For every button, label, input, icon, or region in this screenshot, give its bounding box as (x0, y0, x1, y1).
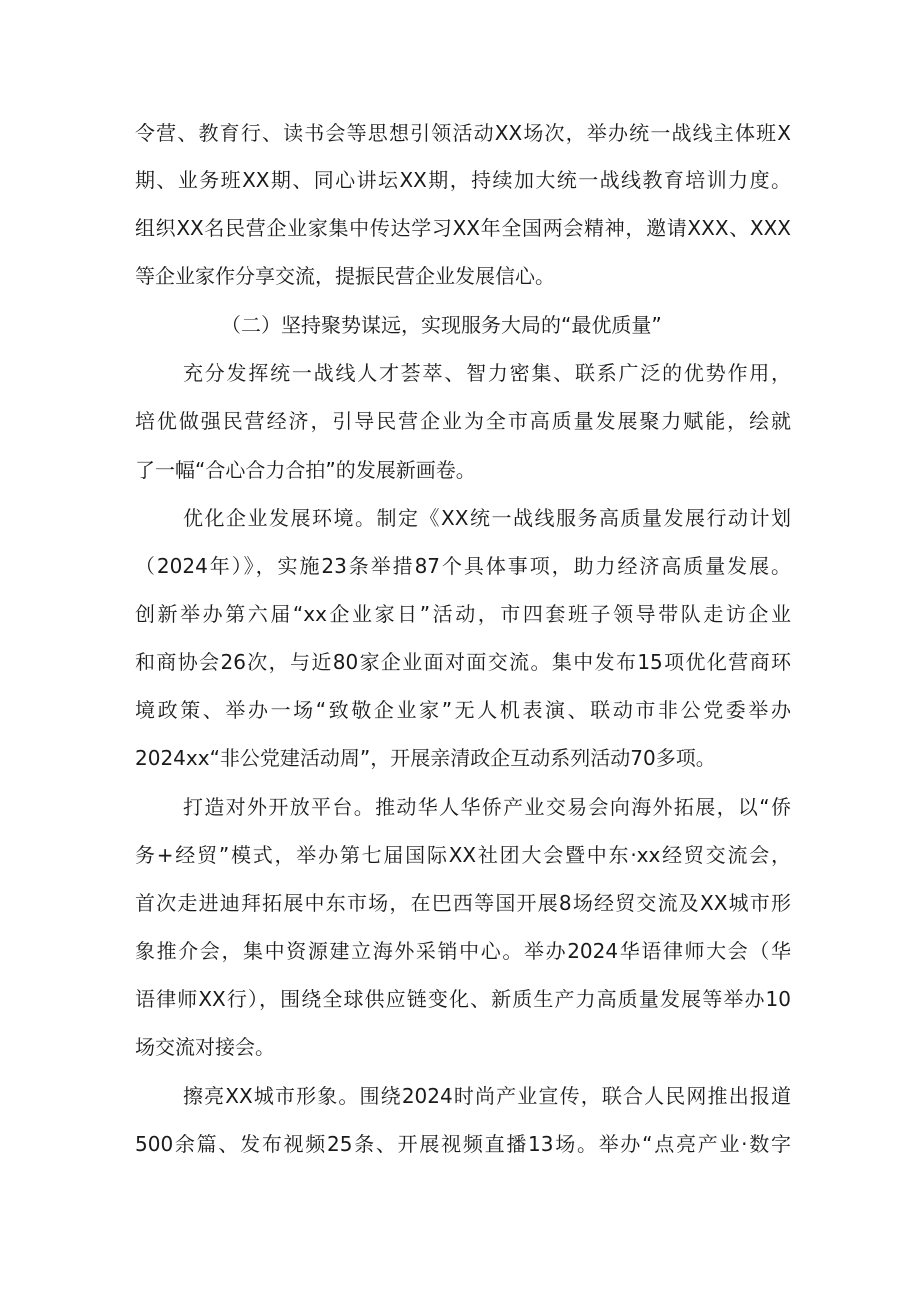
section-heading: （二）坚持聚势谋远，实现服务大局的“最优质量” (221, 313, 662, 337)
body-line: 等企业家作分享交流，提振民营企业发展信心。 (135, 264, 555, 288)
body-line: 象推介会，集中资源建立海外采销中心。举办2024华语律师大会（华 (135, 939, 791, 963)
body-line: 场交流对接会。 (135, 1035, 275, 1059)
body-line: 组织XX名民营企业家集中传达学习XX年全国两会精神，邀请XXX、XXX (135, 216, 791, 240)
body-line: 令营、教育行、读书会等思想引领活动XX场次，举办统一战线主体班X (135, 121, 791, 145)
body-line: 2024xx“非公党建活动周”，开展亲清政企互动系列活动70多项。 (135, 746, 716, 770)
body-line: 创新举办第六届“xx企业家日”活动，市四套班子领导带队走访企业 (135, 602, 791, 626)
body-line: 首次走进迪拜拓展中东市场，在巴西等国开展8场经贸交流及XX城市形 (135, 891, 791, 915)
body-line: （2024年）》，实施23条举措87个具体事项，助力经济高质量发展。 (135, 554, 791, 578)
body-line: 务+经贸”模式，举办第七届国际XX社团大会暨中东·xx经贸交流会， (135, 843, 791, 867)
body-line: 语律师XX行），围绕全球供应链变化、新质生产力高质量发展等举办10 (135, 987, 791, 1011)
body-line: 打造对外开放平台。推动华人华侨产业交易会向海外拓展，以“侨 (183, 795, 791, 819)
body-line: 擦亮XX城市形象。围绕2024时尚产业宣传，联合人民网推出报道 (183, 1084, 791, 1108)
body-line: 和商协会26次，与近80家企业面对面交流。集中发布15项优化营商环 (135, 650, 791, 674)
body-line: 境政策、举办一场“致敬企业家”无人机表演、联动市非公党委举办 (135, 698, 791, 722)
body-line: 充分发挥统一战线人才荟萃、智力密集、联系广泛的优势作用， (183, 361, 791, 385)
body-line: 优化企业发展环境。制定《XX统一战线服务高质量发展行动计划 (183, 506, 791, 530)
body-line: 培优做强民营经济，引导民营企业为全市高质量发展聚力赋能，绘就 (135, 409, 791, 433)
body-line: 期、业务班XX期、同心讲坛XX期，持续加大统一战线教育培训力度。 (135, 168, 791, 192)
body-line: 500余篇、发布视频25条、开展视频直播13场。举办“点亮产业·数字 (135, 1132, 791, 1156)
body-line: 了一幅“合心合力合拍”的发展新画卷。 (135, 458, 476, 482)
